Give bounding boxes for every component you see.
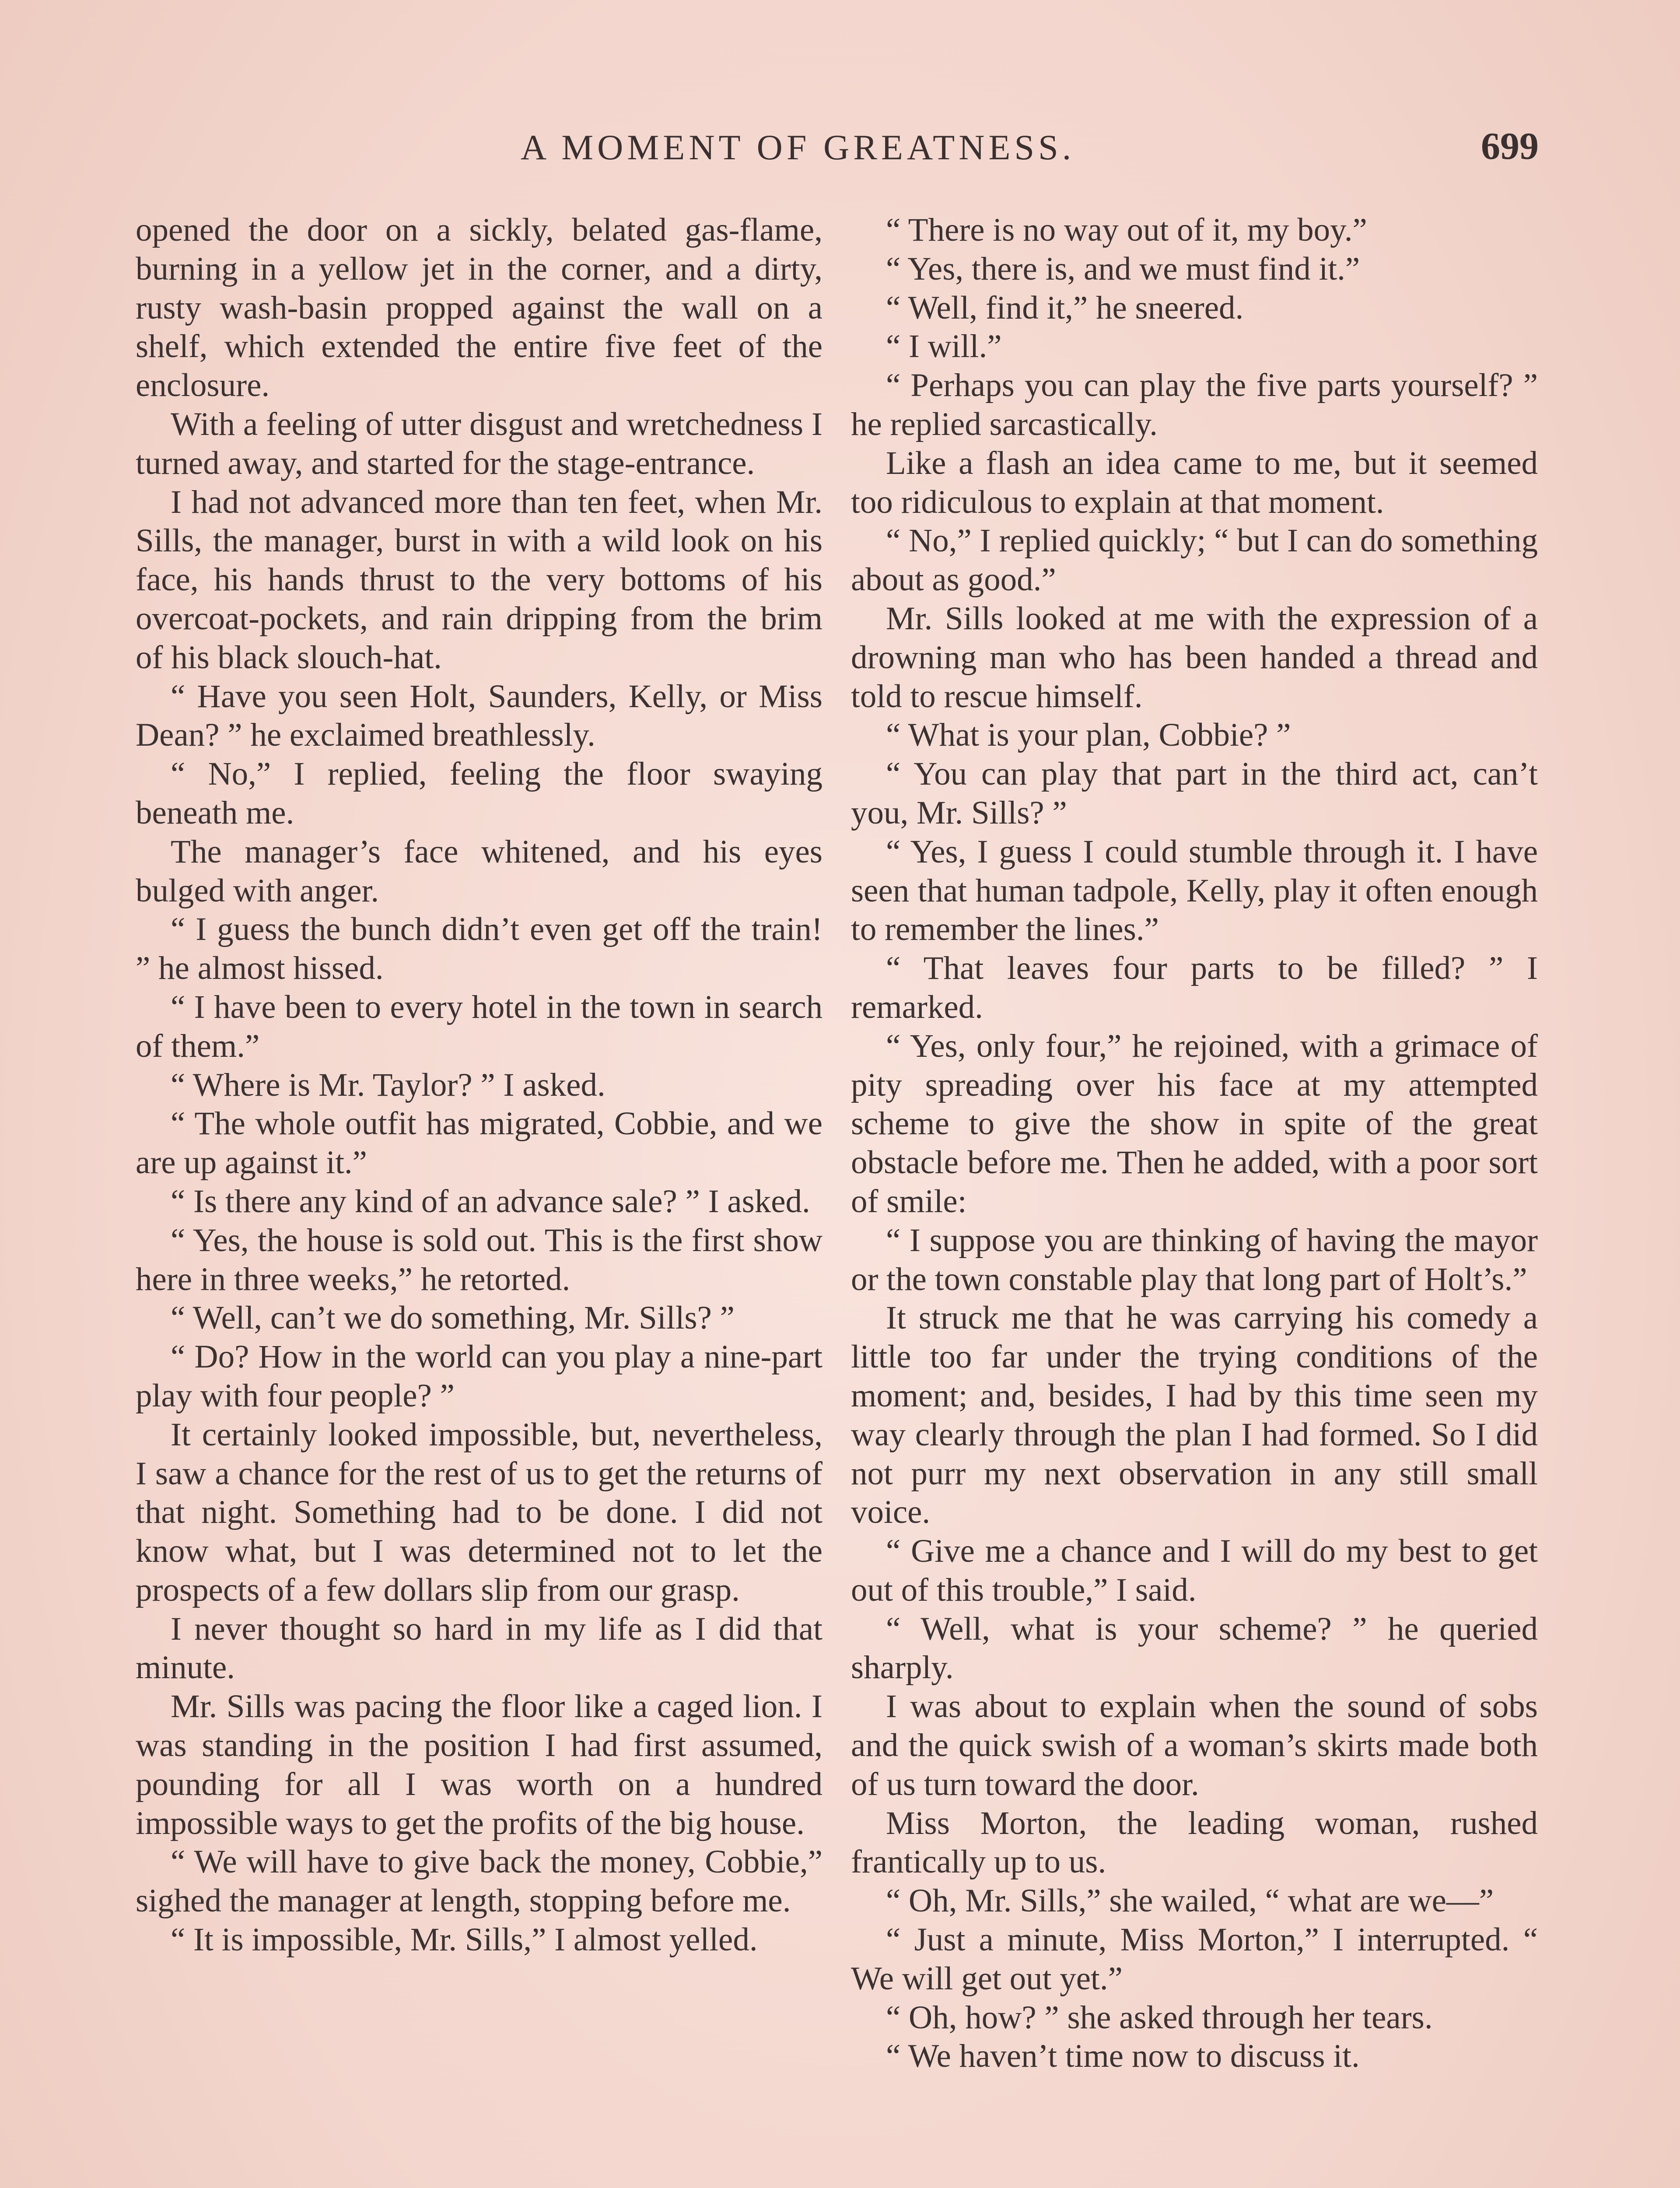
paragraph: Miss Morton, the leading woman, rushed frantically up to us. xyxy=(851,1805,1538,1880)
paragraph: “ Well, can’t we do something, Mr. Sills? ” xyxy=(171,1300,735,1336)
left-column xyxy=(136,211,822,1960)
paragraph: I had not advanced more than ten feet, when Mr. Sills, the manager, burst in with a wild look on his face, his hands thrust to the very bottoms of his overcoat-pockets, and rain dripping from the brim of his black slouch-hat. xyxy=(136,484,822,676)
running-head-title: A MOMENT OF GREATNESS. xyxy=(521,127,1075,167)
paragraph: “ Yes, I guess I could stumble through it. I have seen that human tadpole, Kelly, play it often enough to remember the lines.” xyxy=(851,833,1538,948)
paragraph: “ Just a minute, Miss Morton,” I interrupted. “ We will get out yet.” xyxy=(851,1922,1538,1997)
paragraph: “ Is there any kind of an advance sale? ” I asked. xyxy=(171,1183,810,1220)
paragraph: I never thought so hard in my life as I did that minute. xyxy=(136,1610,822,1686)
paragraph: “ No,” I replied quickly; “ but I can do something about as good.” xyxy=(851,522,1538,598)
paragraph: “ You can play that part in the third act, can’t you, Mr. Sills? ” xyxy=(851,756,1538,831)
paragraph: “ That leaves four parts to be filled? ” I remarked. xyxy=(851,950,1538,1025)
paragraph: “ There is no way out of it, my boy.” xyxy=(886,212,1367,248)
paragraph: “ No,” I replied, feeling the floor swaying beneath me. xyxy=(136,756,822,831)
paragraph: “ We haven’t time now to discuss it. xyxy=(886,2038,1360,2075)
paragraph: “ I guess the bunch didn’t even get off the train! ” he almost hissed. xyxy=(136,911,822,987)
paragraph: It certainly looked impossible, but, nevertheless, I saw a chance for the rest of us to get the returns of that night. Something had to be done. I did not know what, but I was determined not to let the prospects of a few dollars slip from our grasp. xyxy=(136,1416,822,1608)
paragraph: “ I suppose you are thinking of having the mayor or the town constable play that long part of Holt’s.” xyxy=(851,1222,1538,1297)
paragraph: “ Have you seen Holt, Saunders, Kelly, or Miss Dean? ” he exclaimed breathlessly. xyxy=(136,678,822,754)
paragraph: “ Oh, Mr. Sills,” she wailed, “ what are we—” xyxy=(886,1883,1494,1919)
paragraph: “ I have been to every hotel in the town in search of them.” xyxy=(136,989,822,1064)
paragraph: “ Do? How in the world can you play a nine-part play with four people? ” xyxy=(136,1339,822,1414)
paragraph: “ What is your plan, Cobbie? ” xyxy=(886,717,1291,754)
paragraph: “ Perhaps you can play the five parts yourself? ” he replied sarcastically. xyxy=(851,367,1538,442)
page-number: 699 xyxy=(1481,125,1539,168)
paragraph: opened the door on a sickly, belated gas-flame, burning in a yellow jet in the corner, and a dirty, rusty wash-basin propped against the wall on a shelf, which extended the entire five feet of the enclosure. xyxy=(136,212,822,404)
paragraph: “ We will have to give back the money, Cobbie,” sighed the manager at length, stopping before me. xyxy=(136,1844,822,1919)
paragraph: “ The whole outfit has migrated, Cobbie, and we are up against it.” xyxy=(136,1105,822,1181)
paragraph: “ Yes, the house is sold out. This is the first show here in three weeks,” he retorted. xyxy=(136,1222,822,1297)
paragraph: It struck me that he was carrying his comedy a little too far under the trying conditions of the moment; and, besides, I had by this time seen my way clearly through the plan I had formed. So I did not purr my next observation in any still small voice. xyxy=(851,1300,1538,1531)
paragraph: I was about to explain when the sound of sobs and the quick swish of a woman’s skirts made both of us turn toward the door. xyxy=(851,1688,1538,1802)
paragraph: With a feeling of utter disgust and wretchedness I turned away, and started for the stage-entrance. xyxy=(136,406,822,481)
paragraph: “ Oh, how? ” she asked through her tears. xyxy=(886,1999,1433,2036)
paragraph: “ I will.” xyxy=(886,328,1002,365)
paragraph: Mr. Sills was pacing the floor like a caged lion. I was standing in the position I had first assumed, pounding for all I was worth on a hundred impossible ways to get the profits of the big house. xyxy=(136,1688,822,1841)
paragraph: “ It is impossible, Mr. Sills,” I almost yelled. xyxy=(171,1922,758,1958)
paragraph: Like a flash an idea came to me, but it seemed too ridiculous to explain at that moment. xyxy=(851,445,1538,520)
right-column xyxy=(851,211,1538,2076)
paragraph: “ Well, find it,” he sneered. xyxy=(886,289,1244,326)
paragraph: Mr. Sills looked at me with the expression of a drowning man who has been handed a thread and told to rescue himself. xyxy=(851,600,1538,715)
paragraph: “ Well, what is your scheme? ” he queried sharply. xyxy=(851,1610,1538,1686)
paragraph: “ Give me a chance and I will do my best to get out of this trouble,” I said. xyxy=(851,1533,1538,1608)
paragraph: The manager’s face whitened, and his eyes bulged with anger. xyxy=(136,833,822,909)
paragraph: “ Yes, there is, and we must find it.” xyxy=(886,250,1360,287)
paragraph: “ Yes, only four,” he rejoined, with a grimace of pity spreading over his face at my attempted scheme to give the show in spite of the great obstacle before me. Then he added, with a poor sort of smile: xyxy=(851,1027,1538,1220)
paragraph: “ Where is Mr. Taylor? ” I asked. xyxy=(171,1066,606,1103)
